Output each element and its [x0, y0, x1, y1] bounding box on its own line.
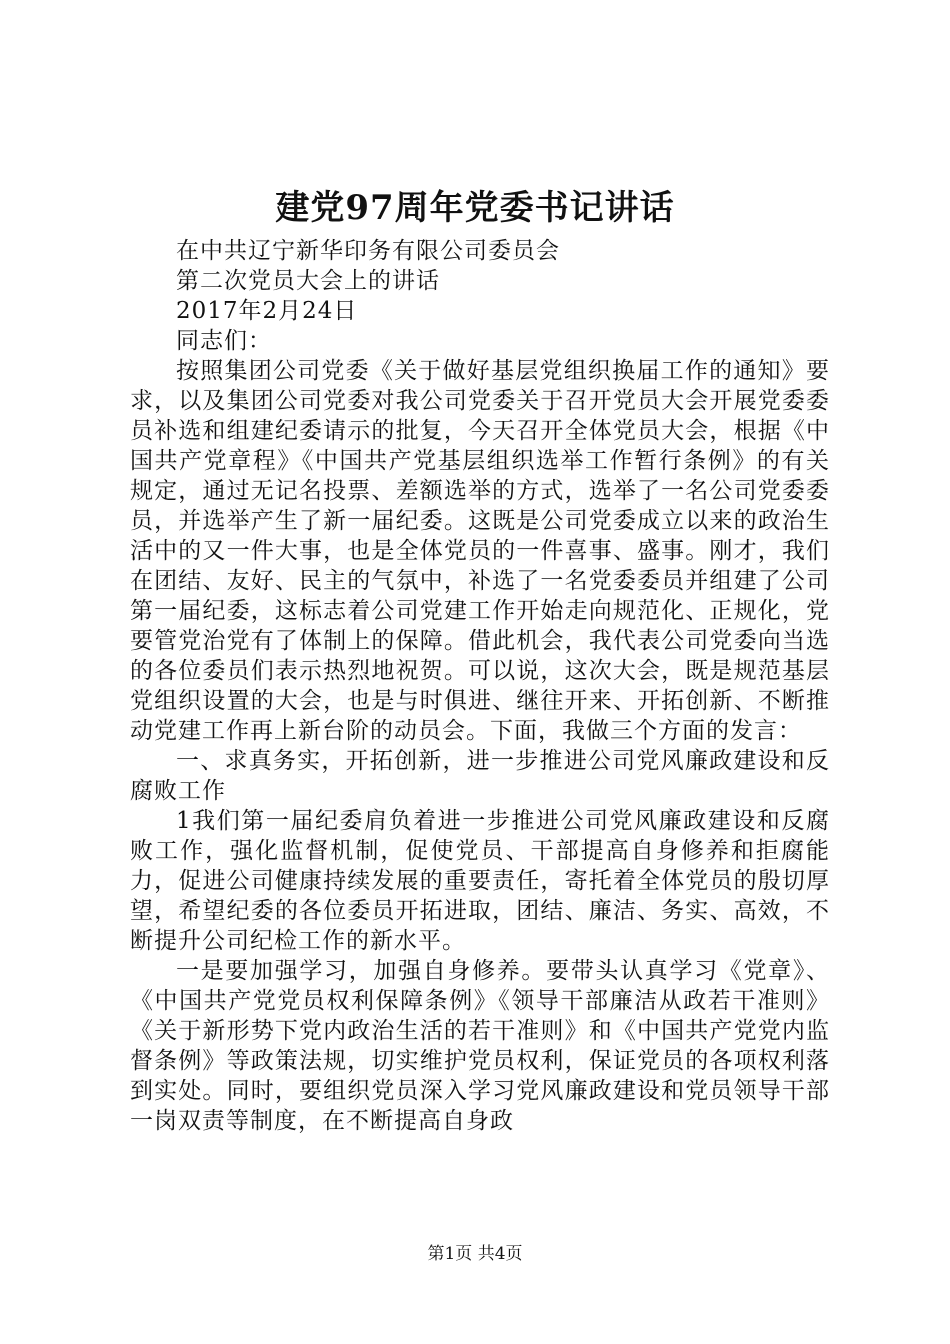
- document-body: [130, 236, 830, 1136]
- paragraph-intro: 按照集团公司党委《关于做好基层党组织换届工作的通知》要求，以及集团公司党委对我公司党委关于召开党员大会开展党委委员补选和组建纪委请示的批复，今天召开全体党员大会，根据《中国共产党章程》《中国共产党基层组织选举工作暂行条例》的有关规定，通过无记名投票、差额选举的方式，选举了一名公司党委委员，并选举产生了新一届纪委。这既是公司党委成立以来的政治生活中的又一件大事，也是全体党员的一件喜事、盛事。刚才，我们在团结、友好、民主的气氛中，补选了一名党委委员并组建了公司第一届纪委，这标志着公司党建工作开始走向规范化、正规化，党要管党治党有了体制上的保障。借此机会，我代表公司党委向当选的各位委员们表示热烈地祝贺。可以说，这次大会，既是规范基层党组织设置的大会，也是与时俱进、继往开来、开拓创新、不断推动党建工作再上新台阶的动员会。下面，我做三个方面的发言：: [130, 358, 830, 744]
- page-footer: 第1页 共4页: [427, 1244, 523, 1264]
- header-line-organization: 在中共辽宁新华印务有限公司委员会: [176, 238, 560, 264]
- header-line-meeting: 第二次党员大会上的讲话: [176, 268, 440, 294]
- section-heading-1: 一、求真务实，开拓创新，进一步推进公司党风廉政建设和反腐败工作: [130, 748, 830, 804]
- header-line-date: 2017年2月24日: [176, 298, 358, 324]
- salutation: 同志们：: [176, 328, 272, 354]
- paragraph-discipline-committee: 1我们第一届纪委肩负着进一步推进公司党风廉政建设和反腐败工作，强化监督机制，促使党员、干部提高自身修养和拒腐能力，促进公司健康持续发展的重要责任，寄托着全体党员的殷切厚望，希望纪委的各位委员开拓进取，团结、廉洁、务实、高效，不断提升公司纪检工作的新水平。: [130, 808, 830, 954]
- paragraph-study: 一是要加强学习，加强自身修养。要带头认真学习《党章》、《中国共产党党员权利保障条例》《领导干部廉洁从政若干准则》《关于新形势下党内政治生活的若干准则》和《中国共产党党内监督条例》等政策法规，切实维护党员权利，保证党员的各项权利落到实处。同时，要组织党员深入学习党风廉政建设和党员领导干部一岗双责等制度，在不断提高自身政: [130, 958, 830, 1134]
- document-title: 建党97周年党委书记讲话: [275, 188, 675, 228]
